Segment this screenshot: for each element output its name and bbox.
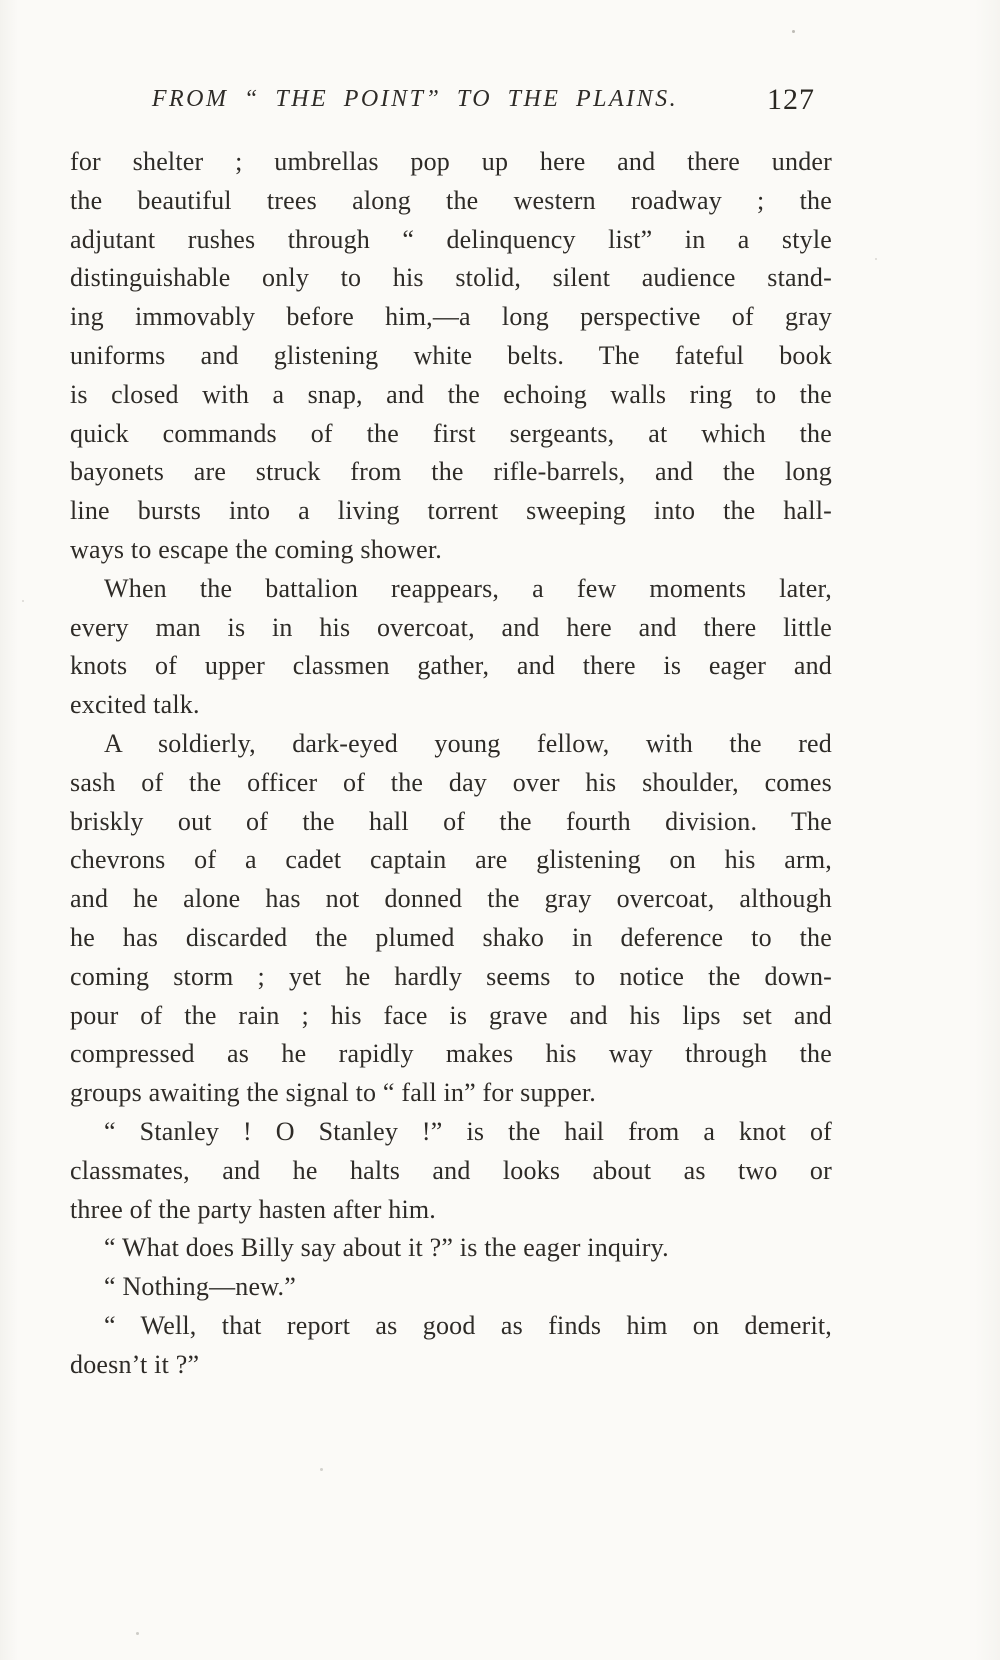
paragraph	[70, 1113, 832, 1229]
text-line: chevrons of a cadet captain are glistening on his arm,	[70, 845, 832, 875]
running-header	[70, 83, 830, 126]
paragraph	[70, 725, 832, 1113]
text-line: bayonets are struck from the rifle-barrels, and the long	[70, 457, 832, 487]
text-line: A soldierly, dark-eyed young fellow, with the red	[104, 728, 832, 758]
text-line: and he alone has not donned the gray overcoat, although	[70, 884, 832, 914]
text-line: “ Nothing—new.”	[104, 1272, 296, 1302]
scan-speck	[875, 258, 877, 260]
text-line: ways to escape the coming shower.	[70, 534, 442, 564]
text-line: pour of the rain ; his face is grave and his lips set and	[70, 1000, 832, 1030]
scan-speck	[136, 1632, 139, 1635]
text-line: “ Stanley ! O Stanley !” is the hail from a knot of	[104, 1116, 832, 1146]
text-line: distinguishable only to his stolid, silent audience stand-	[70, 263, 832, 293]
text-line: “ Well, that report as good as finds him on demerit,	[104, 1310, 832, 1340]
text-line: is closed with a snap, and the echoing walls ring to the	[70, 379, 832, 409]
paragraph	[70, 1229, 832, 1268]
text-line: sash of the officer of the day over his shoulder, comes	[70, 767, 832, 797]
text-line: compressed as he rapidly makes his way through the	[70, 1039, 832, 1069]
running-header-title: FROM “ THE POINT” TO THE PLAINS.	[151, 86, 679, 112]
text-line: quick commands of the first sergeants, at which the	[70, 418, 832, 448]
paragraph	[70, 1268, 832, 1307]
text-line: for shelter ; umbrellas pop up here and there under	[70, 147, 832, 176]
text-line: groups awaiting the signal to “ fall in” for supper.	[70, 1078, 596, 1108]
text-line: three of the party hasten after him.	[70, 1194, 436, 1224]
text-line: ing immovably before him,—a long perspective of gray	[70, 302, 832, 332]
text-line: classmates, and he halts and looks about as two or	[70, 1155, 832, 1185]
text-line: “ What does Billy say about it ?” is the eager inquiry.	[104, 1233, 669, 1263]
text-line: doesn’t it ?”	[70, 1349, 200, 1379]
text-line: uniforms and glistening white belts. The fateful book	[70, 340, 832, 370]
text-line: excited talk.	[70, 690, 200, 720]
text-line: When the battalion reappears, a few moments later,	[104, 573, 832, 603]
text-line: knots of upper classmen gather, and there is eager and	[70, 651, 832, 681]
text-line: adjutant rushes through “ delinquency list” in a style	[70, 224, 832, 254]
text-line: briskly out of the hall of the fourth division. The	[70, 806, 832, 836]
paragraph	[70, 570, 832, 725]
paragraph	[70, 143, 832, 570]
text-line: the beautiful trees along the western roadway ; the	[70, 185, 832, 215]
scan-speck	[320, 1468, 323, 1471]
paragraph	[70, 1307, 832, 1385]
text-line: line bursts into a living torrent sweeping into the hall-	[70, 496, 832, 526]
page-body	[70, 143, 832, 1385]
scan-speck	[22, 600, 24, 602]
text-line: every man is in his overcoat, and here and there little	[70, 612, 832, 642]
text-line: coming storm ; yet he hardly seems to notice the down-	[70, 961, 832, 991]
scan-speck	[792, 30, 795, 33]
page-number: 127	[767, 83, 815, 116]
text-line: he has discarded the plumed shako in deference to the	[70, 922, 832, 952]
